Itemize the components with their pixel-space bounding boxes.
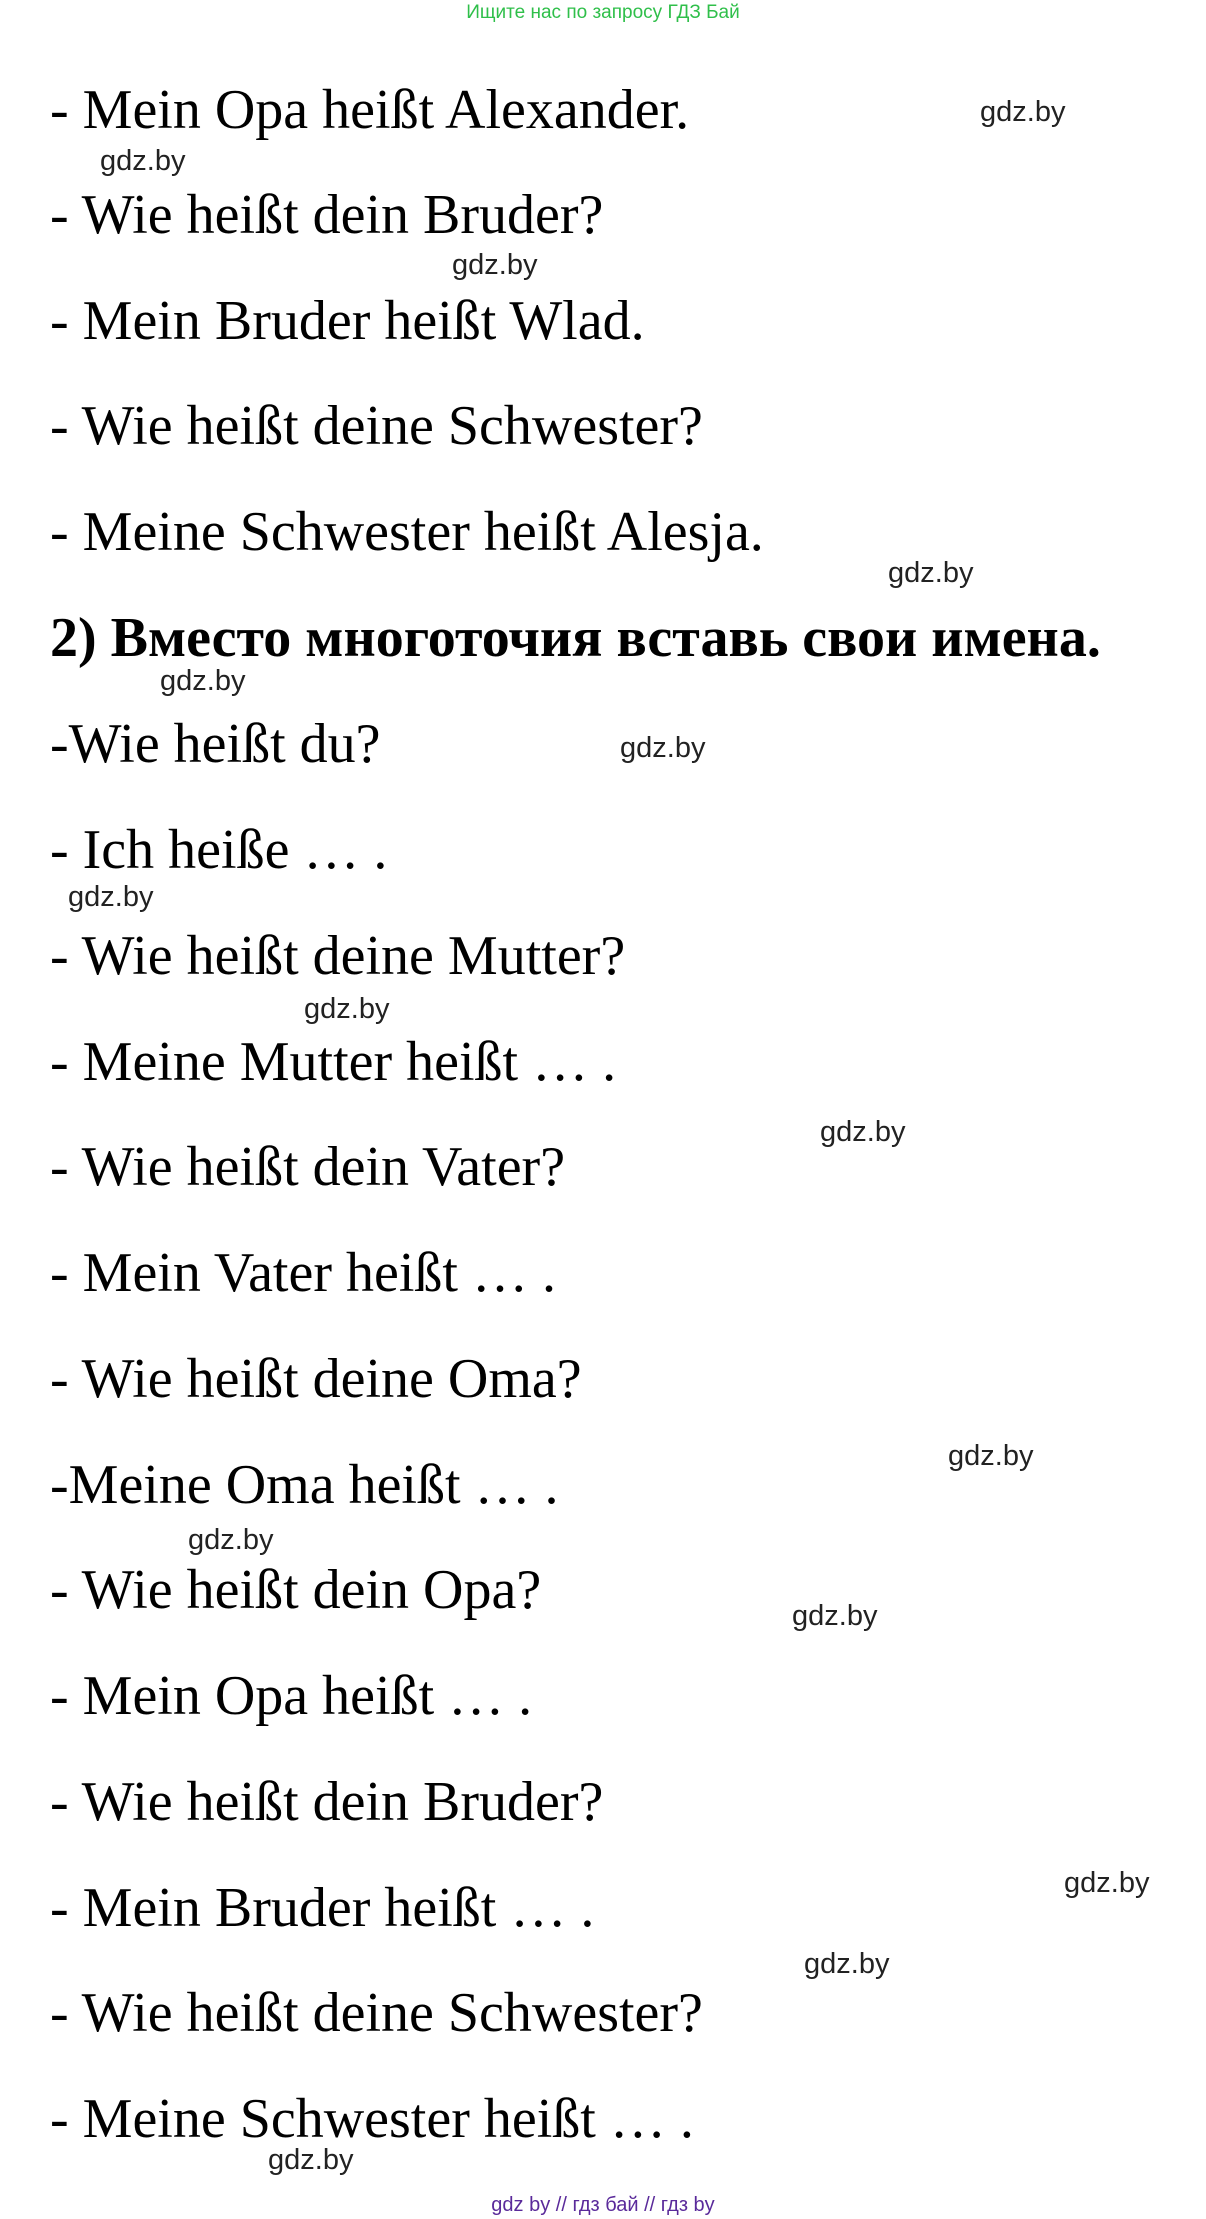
watermark: gdz.by xyxy=(804,1948,890,1980)
dialogue-line: - Mein Vater heißt … . xyxy=(50,1242,556,1304)
dialogue-line: - Wie heißt deine Schwester? xyxy=(50,1982,703,2044)
dialogue-line: - Wie heißt deine Mutter? xyxy=(50,925,626,987)
watermark: gdz.by xyxy=(188,1524,274,1556)
dialogue-line: - Meine Mutter heißt … . xyxy=(50,1031,617,1093)
watermark: gdz.by xyxy=(980,96,1066,128)
dialogue-line: -Meine Oma heißt … . xyxy=(50,1454,559,1516)
dialogue-line: - Meine Schwester heißt Alesja. xyxy=(50,501,764,563)
dialogue-line: - Mein Bruder heißt … . xyxy=(50,1877,595,1939)
dialogue-line: - Wie heißt deine Oma? xyxy=(50,1348,582,1410)
watermark: gdz.by xyxy=(792,1600,878,1632)
top-banner[interactable]: Ищите нас по запросу ГДЗ Бай xyxy=(466,2,740,23)
watermark: gdz.by xyxy=(100,145,186,177)
dialogue-line: - Wie heißt deine Schwester? xyxy=(50,395,703,457)
footer-links[interactable]: gdz by // гдз бай // гдз by xyxy=(491,2194,715,2216)
section-heading: 2) Вместо многоточия вставь свои имена. xyxy=(50,607,1101,669)
watermark: gdz.by xyxy=(1064,1867,1150,1899)
dialogue-line: - Wie heißt dein Bruder? xyxy=(50,1771,604,1833)
dialogue-line: - Wie heißt dein Opa? xyxy=(50,1559,542,1621)
watermark: gdz.by xyxy=(160,665,246,697)
watermark: gdz.by xyxy=(948,1440,1034,1472)
watermark: gdz.by xyxy=(888,557,974,589)
dialogue-line: - Meine Schwester heißt … . xyxy=(50,2088,694,2150)
watermark: gdz.by xyxy=(452,249,538,281)
watermark: gdz.by xyxy=(820,1116,906,1148)
dialogue-line: -Wie heißt du? xyxy=(50,713,381,775)
watermark: gdz.by xyxy=(304,993,390,1025)
dialogue-line: - Wie heißt dein Bruder? xyxy=(50,184,604,246)
watermark: gdz.by xyxy=(620,732,706,764)
watermark: gdz.by xyxy=(268,2144,354,2176)
watermark: gdz.by xyxy=(68,881,154,913)
dialogue-line: - Mein Opa heißt … . xyxy=(50,1665,533,1727)
dialogue-line: - Ich heiße … . xyxy=(50,819,388,881)
dialogue-line: - Mein Bruder heißt Wlad. xyxy=(50,290,645,352)
dialogue-line: - Mein Opa heißt Alexander. xyxy=(50,79,690,141)
dialogue-line: - Wie heißt dein Vater? xyxy=(50,1136,566,1198)
